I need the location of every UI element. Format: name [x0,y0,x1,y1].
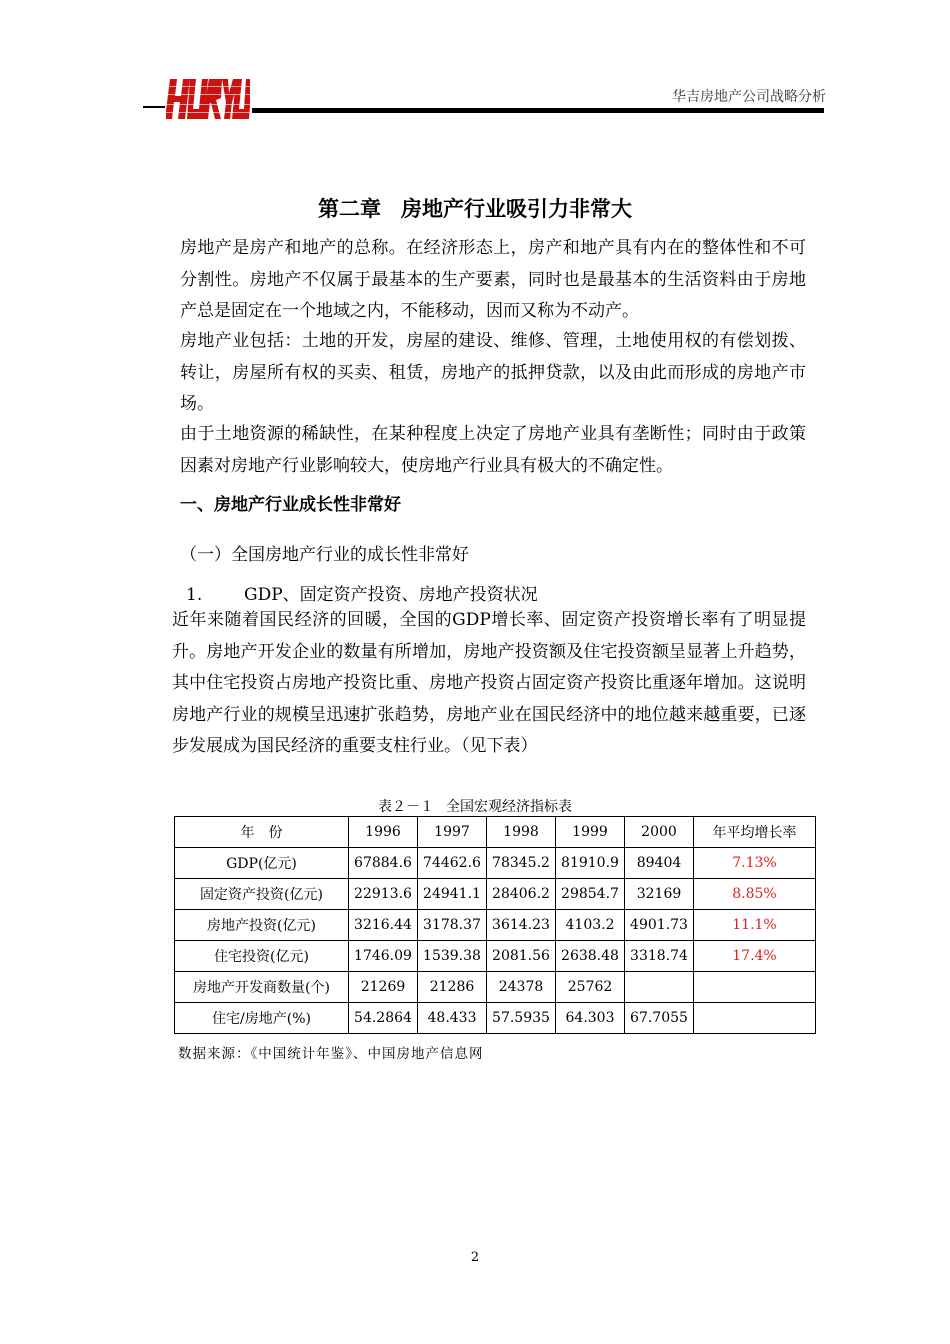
table-cell: 64.303 [556,1003,625,1034]
table-cell: 78345.2 [487,848,556,879]
table-cell: 54.2864 [349,1003,418,1034]
item-text: GDP、固定资产投资、房地产投资状况 [244,585,538,605]
table-cell: 24378 [487,972,556,1003]
chapter-heading: 房地产行业吸引力非常大 [401,197,632,221]
table-cell: 48.433 [418,1003,487,1034]
table-row [175,879,816,910]
table-source: 数据来源：《中国统计年鉴》、中国房地产信息网 [178,1046,484,1062]
item-number: 1. [186,585,203,605]
section-heading: 一、房地产行业成长性非常好 [180,495,401,515]
table-header-row [175,817,816,848]
table-cell: 74462.6 [418,848,487,879]
table-cell: 89404 [625,848,694,879]
table-caption-number: 表２－１ [378,799,434,815]
header-title: 华吉房地产公司战略分析 [672,89,826,105]
table-header: 1996 [349,817,418,848]
row-label: 房地产开发商数量(个) [175,972,349,1003]
table-cell: 67.7055 [625,1003,694,1034]
table-cell: 21286 [418,972,487,1003]
table-cell [625,972,694,1003]
growth-rate-cell [694,1003,816,1034]
body-paragraph [146,605,806,763]
paragraph-2 [146,326,806,421]
table-cell: 25762 [556,972,625,1003]
table-cell: 3178.37 [418,910,487,941]
macro-indicator-table [174,816,816,1034]
table-caption [0,796,950,816]
table-cell: 4103.2 [556,910,625,941]
page-number: 2 [470,1250,480,1265]
table-cell: 81910.9 [556,848,625,879]
growth-rate-cell [694,972,816,1003]
growth-rate-cell: 17.4% [694,941,816,972]
table-header: 年平均增长率 [694,817,816,848]
table-cell: 28406.2 [487,879,556,910]
company-logo [166,76,250,122]
growth-rate-cell: 11.1% [694,910,816,941]
table-caption-title: 全国宏观经济指标表 [446,799,572,815]
table-cell: 2081.56 [487,941,556,972]
body-paragraph-text: 近年来随着国民经济的回暖，全国的GDP增长率、固定资产投资增长率有了明显提升。房地产开发企业的数量有所增加，房地产投资额及住宅投资额呈显著上升趋势，其中住宅投资占房地产投资比重、房地产投资占固定资产投资比重逐年增加。这说明房地产行业的规模呈迅速扩张趋势，房地产业在国民经济中的地位越来越重要，已逐步发展成为国民经济的重要支柱行业。（见下表） [172,610,806,756]
row-label: GDP(亿元) [175,848,349,879]
table-header: 年 份 [175,817,349,848]
table-header: 1999 [556,817,625,848]
chapter-number: 第二章 [318,197,381,221]
table-cell: 21269 [349,972,418,1003]
table-row [175,972,816,1003]
table-header: 1998 [487,817,556,848]
row-label: 住宅投资(亿元) [175,941,349,972]
paragraph-1-text: 房地产是房产和地产的总称。在经济形态上，房产和地产具有内在的整体性和不可分割性。房地产不仅属于最基本的生产要素，同时也是最基本的生活资料由于房地产总是固定在一个地域之内，不能移动，因而又称为不动产。 [180,238,806,321]
paragraph-1 [146,233,806,328]
chapter-title [0,193,950,223]
table-cell: 3216.44 [349,910,418,941]
growth-rate-cell: 7.13% [694,848,816,879]
table-cell: 1746.09 [349,941,418,972]
header-rule [252,108,824,113]
table-cell: 2638.48 [556,941,625,972]
table-cell: 22913.6 [349,879,418,910]
logo-dash [143,106,165,108]
row-label: 固定资产投资(亿元) [175,879,349,910]
growth-rate-cell: 8.85% [694,879,816,910]
table-row [175,1003,816,1034]
item-heading [186,580,538,605]
table-cell: 32169 [625,879,694,910]
table-cell: 24941.1 [418,879,487,910]
table-row [175,848,816,879]
table-header: 2000 [625,817,694,848]
row-label: 住宅/房地产(%) [175,1003,349,1034]
subsection-heading: （一）全国房地产行业的成长性非常好 [180,545,469,565]
table-cell: 4901.73 [625,910,694,941]
table-row [175,941,816,972]
paragraph-3-text: 由于土地资源的稀缺性，在某种程度上决定了房地产业具有垄断性；同时由于政策因素对房地产行业影响较大，使房地产行业具有极大的不确定性。 [180,424,806,476]
table-cell: 3318.74 [625,941,694,972]
paragraph-3 [146,419,806,482]
row-label: 房地产投资(亿元) [175,910,349,941]
table-cell: 3614.23 [487,910,556,941]
paragraph-2-text: 房地产业包括：土地的开发，房屋的建设、维修、管理，土地使用权的有偿划拨、转让，房屋所有权的买卖、租赁，房地产的抵押贷款，以及由此而形成的房地产市场。 [180,331,806,414]
table-cell: 1539.38 [418,941,487,972]
table-cell: 29854.7 [556,879,625,910]
table-cell: 57.5935 [487,1003,556,1034]
table-header: 1997 [418,817,487,848]
table-row [175,910,816,941]
table-cell: 67884.6 [349,848,418,879]
